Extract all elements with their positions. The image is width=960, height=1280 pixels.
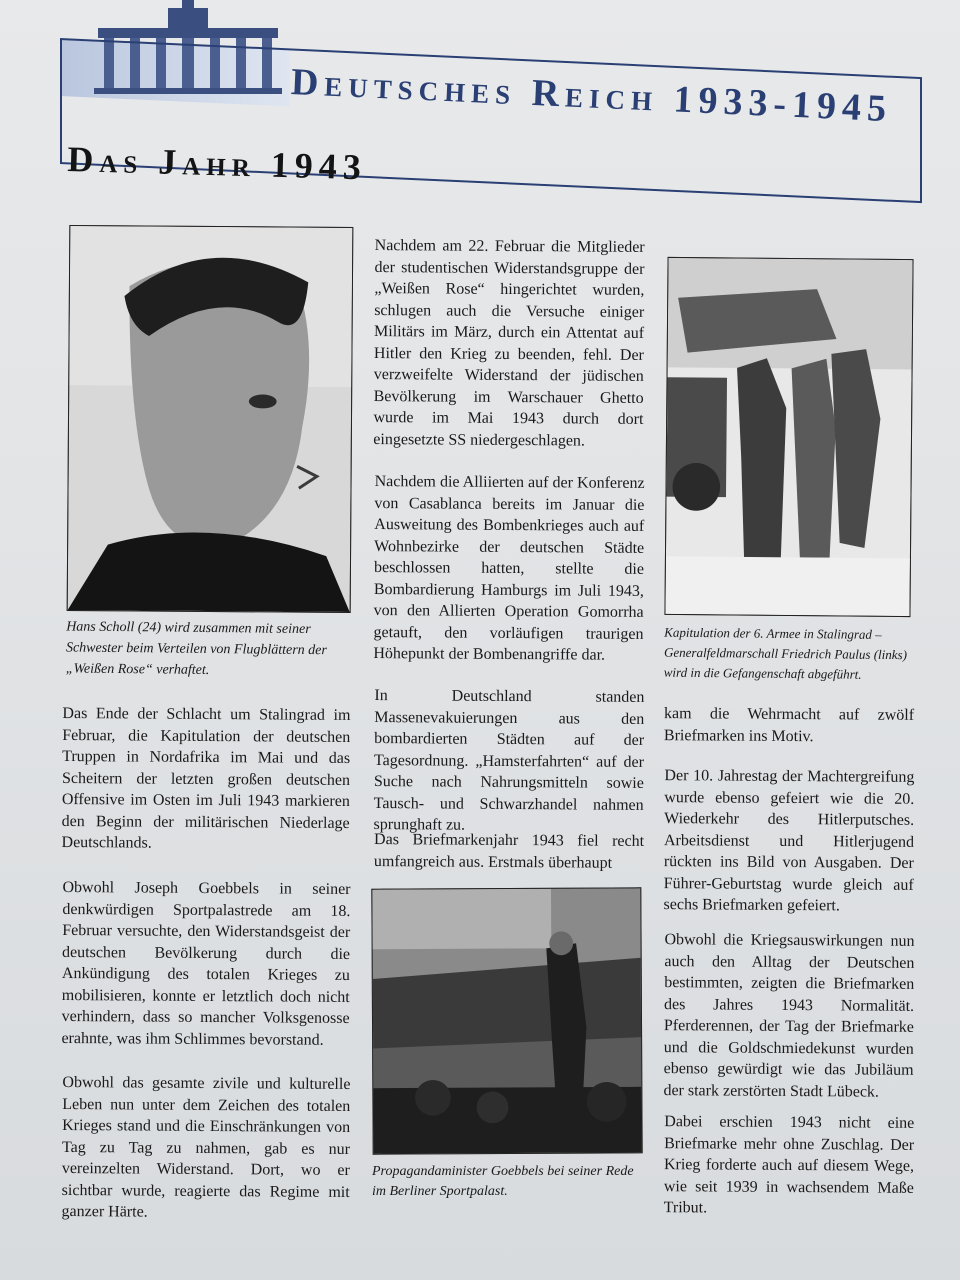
- col3-paragraph: Obwohl die Kriegsauswirkungen nun auch den Alltag der Deutschen bestimmten, zeigten die Briefmarken des Jahres 1943 Normalität. Pferderennen, der Tag der Briefmarke und die Goldschmiedekunst wurden ebenso gewürdigt wie das Jubiläum der stark zerstörten Stadt Lübeck.: [663, 931, 915, 1101]
- photo-goebbels-speech: [371, 887, 642, 1154]
- col2-paragraph: Das Briefmarkenjahr 1943 fiel recht umfangreich aus. Erstmals überhaupt: [373, 831, 645, 872]
- photo-paulus-surrender: [664, 257, 913, 617]
- col1-paragraph: Obwohl Joseph Goebbels in seiner denkwürdigen Sportpalastrede am 18. Februar versuchte, den Widerstandsgeist der deutschen Bevölkerung durch die Ankündigung des totalen Krieges zu mobilisieren, konnte er letztlich doch nicht verhindern, dass so mancher Volksgenosse erahnte, was ihm Schlimmes bevorstand.: [61, 878, 351, 1049]
- banner-title: Deutsches Reich 1933-1945: [290, 60, 893, 131]
- col3-paragraph: Dabei erschien 1943 nicht eine Briefmarke mehr ohne Zuschlag. Der Krieg forderte auch auf diesem Wege, wie seit 1939 in wachsendem Maße Tribut.: [663, 1113, 915, 1217]
- caption-paulus: Kapitulation der 6. Armee in Stalingrad – Generalfeldmarschall Friedrich Paulus (links) wird in die Gefangenschaft abgeführt.: [663, 624, 908, 682]
- col3-paragraph: Der 10. Jahrestag der Machtergreifung wurde ebenso gefeiert wie die 20. Wiederkehr des Hitlerputsches. Arbeitsdienst und Hitlerjugend rückten ins Bild von Ausgaben. Der Führer-Geburtstag wurde gleich auf sechs Briefmarken gefeiert.: [663, 767, 915, 915]
- col1-paragraph: Das Ende der Schlacht um Stalingrad im Februar, die Kapitulation der deutschen Truppen in Nordafrika im Mai und das Scheitern der letzten großen deutschen Offensive im Osten im Juli 1943 markieren den Beginn der militärischen Niederlage Deutschlands.: [61, 704, 351, 852]
- col2-paragraph: Nachdem die Alliierten auf der Konferenz von Casablanca bereits im Januar die Ausweitung des Bombenkrieges auch auf Wohnbezirke der deutschen Städte beschlossen hatten, stellte die Bombardierung Hamburgs im Juli 1943, von den Allierten Operation Gomorrha getauft, den vorläufigen traurigen Höhepunkt der Bombenangriffe dar.: [373, 473, 645, 664]
- photo-hans-scholl: [67, 225, 354, 613]
- col1-paragraph: Obwohl das gesamte zivile und kulturelle Leben nun unter dem Zeichen des totalen Krieges stand und die Einschränkungen von Tag zu Tag zu nahmen, gab es nur vereinzelten Widerstand. Dort, wo er sichtbar wurde, reagierte das Regime mit ganzer Härte.: [61, 1073, 351, 1221]
- caption-hans-scholl: Hans Scholl (24) wird zusammen mit seiner Schwester beim Verteilen von Flugblättern der „Weißen Rose“ verhaftet.: [65, 619, 327, 678]
- col3-paragraph: kam die Wehrmacht auf zwölf Briefmarken ins Motiv.: [663, 705, 915, 745]
- page-title: Das Jahr 1943: [66, 138, 368, 188]
- col2-paragraph: Nachdem am 22. Februar die Mitglieder der studentischen Widerstandsgruppe der „Weißen Rose“ hingerichtet wurden, schlugen auch die Versuche einiger Militärs im März, durch ein Attentat auf Hitler den Krieg zu beenden, fehl. Der verzweifelte Widerstand der jüdischen Bevölkerung im Warschauer Ghetto wurde im Mai 1943 durch dort eingesetzte SS niedergeschlagen.: [373, 237, 645, 450]
- caption-goebbels: Propagandaminister Goebbels bei seiner Rede im Berliner Sportpalast.: [372, 1164, 634, 1199]
- col2-paragraph: In Deutschland standen Massenevakuierungen aus den bombardierten Städten auf der Tagesordnung. „Hamsterfahrten“ auf der Suche nach Nahrungsmitteln sowie Tausch- und Schwarzhandel nahmen sprunghaft zu.: [373, 687, 645, 834]
